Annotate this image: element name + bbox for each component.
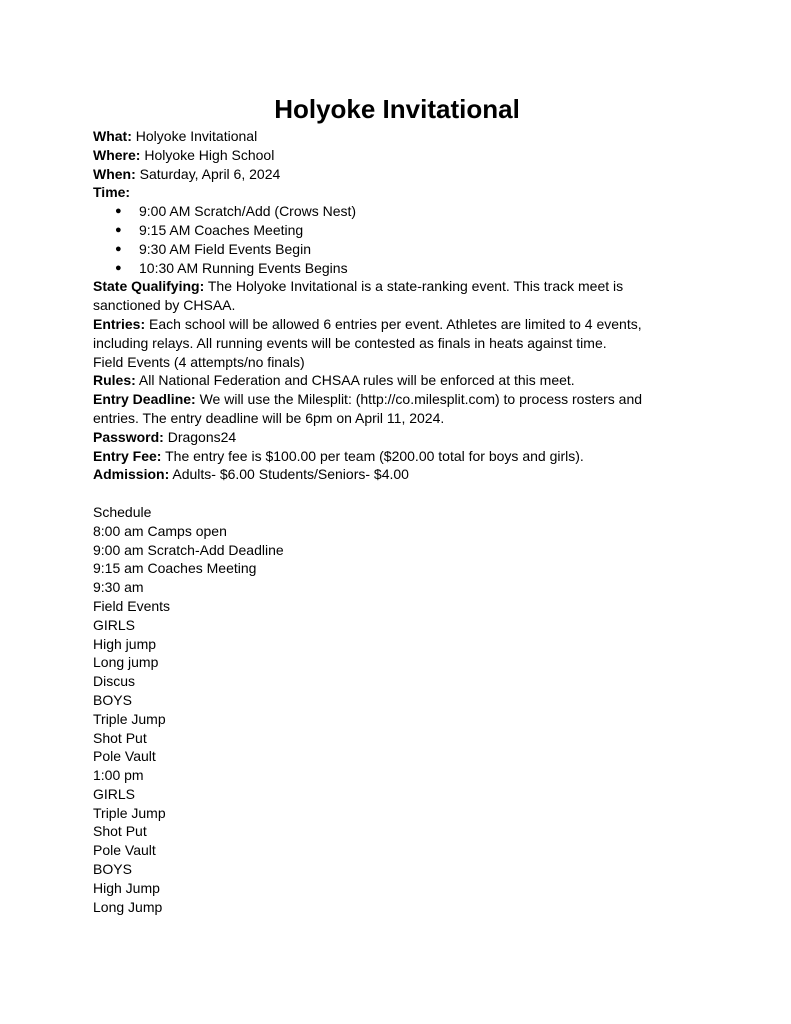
password-value: Dragons24: [163, 428, 237, 445]
bullet-icon: ●: [115, 205, 122, 218]
where-label: Where:: [93, 146, 141, 163]
schedule-line: 9:00 am Scratch-Add Deadline: [93, 541, 284, 558]
entries-line: [93, 315, 693, 334]
admission-line: [93, 465, 693, 484]
schedule-line: 1:00 pm: [93, 767, 144, 784]
entry-deadline-text: We will use the Milesplit: (http://co.milesplit.com) to process rosters and: [195, 391, 643, 408]
entry-deadline-label: Entry Deadline:: [93, 391, 196, 408]
time-list-item: [93, 221, 693, 240]
schedule-section: [93, 503, 693, 917]
entry-deadline-line: [93, 390, 693, 409]
schedule-line: Triple Jump: [93, 710, 166, 727]
when-label: When:: [93, 165, 136, 182]
time-list-item: [93, 259, 693, 278]
time-item-text: 10:30 AM Running Events Begins: [139, 259, 348, 276]
schedule-line: Discus: [93, 673, 136, 690]
time-line: [93, 183, 693, 202]
bullet-icon: ●: [115, 223, 122, 236]
bullet-icon: ●: [115, 242, 122, 255]
entries-line-3: Field Events (4 attempts/no finals): [93, 353, 305, 370]
paragraph-spacer: [93, 484, 693, 503]
schedule-line: High Jump: [93, 879, 160, 896]
entries-text: Each school will be allowed 6 entries per event. Athletes are limited to 4 events,: [145, 315, 642, 332]
schedule-line: Pole Vault: [93, 748, 156, 765]
rules-text: All National Federation and CHSAA rules will be enforced at this meet.: [135, 372, 575, 389]
schedule-line: Long Jump: [93, 898, 163, 915]
time-list-item: [93, 202, 693, 221]
schedule-line: 9:30 am: [93, 579, 144, 596]
schedule-line: Field Events: [93, 597, 171, 614]
entry-fee-text: The entry fee is $100.00 per team ($200.00 total for boys and girls).: [161, 447, 584, 464]
where-line: [93, 146, 693, 165]
what-value: Holyoke Invitational: [131, 128, 258, 144]
where-value: Holyoke High School: [140, 146, 275, 163]
entries-label: Entries:: [93, 315, 146, 332]
schedule-line: Long jump: [93, 654, 159, 671]
state-qualifying-text: The Holyoke Invitational is a state-ranking event. This track meet is: [204, 278, 624, 295]
when-line: [93, 165, 693, 184]
when-value: Saturday, April 6, 2024: [135, 165, 281, 182]
entry-deadline-line-2: entries. The entry deadline will be 6pm on April 11, 2024.: [93, 409, 445, 426]
document-page: [93, 93, 693, 916]
password-line: [93, 428, 693, 447]
password-label: Password:: [93, 428, 164, 445]
schedule-heading: Schedule: [93, 503, 152, 520]
admission-text: Adults- $6.00 Students/Seniors- $4.00: [169, 466, 409, 483]
schedule-line: 8:00 am Camps open: [93, 522, 227, 539]
time-item-text: 9:30 AM Field Events Begin: [139, 240, 311, 257]
state-qualifying-line-2: sanctioned by CHSAA.: [93, 297, 236, 314]
schedule-line: GIRLS: [93, 616, 136, 633]
time-item-text: 9:15 AM Coaches Meeting: [139, 221, 304, 238]
entry-fee-line: [93, 447, 693, 466]
state-qualifying-label: State Qualifying:: [93, 278, 205, 295]
schedule-line: BOYS: [93, 691, 132, 708]
bullet-icon: ●: [115, 261, 122, 274]
rules-label: Rules:: [93, 372, 136, 389]
page-title: Holyoke Invitational: [274, 94, 520, 124]
rules-line: [93, 371, 693, 390]
schedule-line: Pole Vault: [93, 842, 156, 859]
state-qualifying-line: [93, 277, 693, 296]
time-list-item: [93, 240, 693, 259]
entries-line-2: including relays. All running events will be contested as finals in heats against time.: [93, 334, 607, 351]
time-label: Time:: [93, 184, 131, 201]
schedule-line: GIRLS: [93, 785, 136, 802]
schedule-line: Shot Put: [93, 729, 147, 746]
time-item-text: 9:00 AM Scratch/Add (Crows Nest): [139, 203, 357, 220]
schedule-line: 9:15 am Coaches Meeting: [93, 560, 257, 577]
what-line: [93, 127, 693, 146]
schedule-line: Shot Put: [93, 823, 147, 840]
entry-fee-label: Entry Fee:: [93, 447, 162, 464]
schedule-line: High jump: [93, 635, 157, 652]
admission-label: Admission:: [93, 466, 170, 483]
what-label: What:: [93, 128, 132, 144]
time-list: [93, 202, 693, 277]
schedule-line: Triple Jump: [93, 804, 166, 821]
schedule-line: BOYS: [93, 861, 132, 878]
